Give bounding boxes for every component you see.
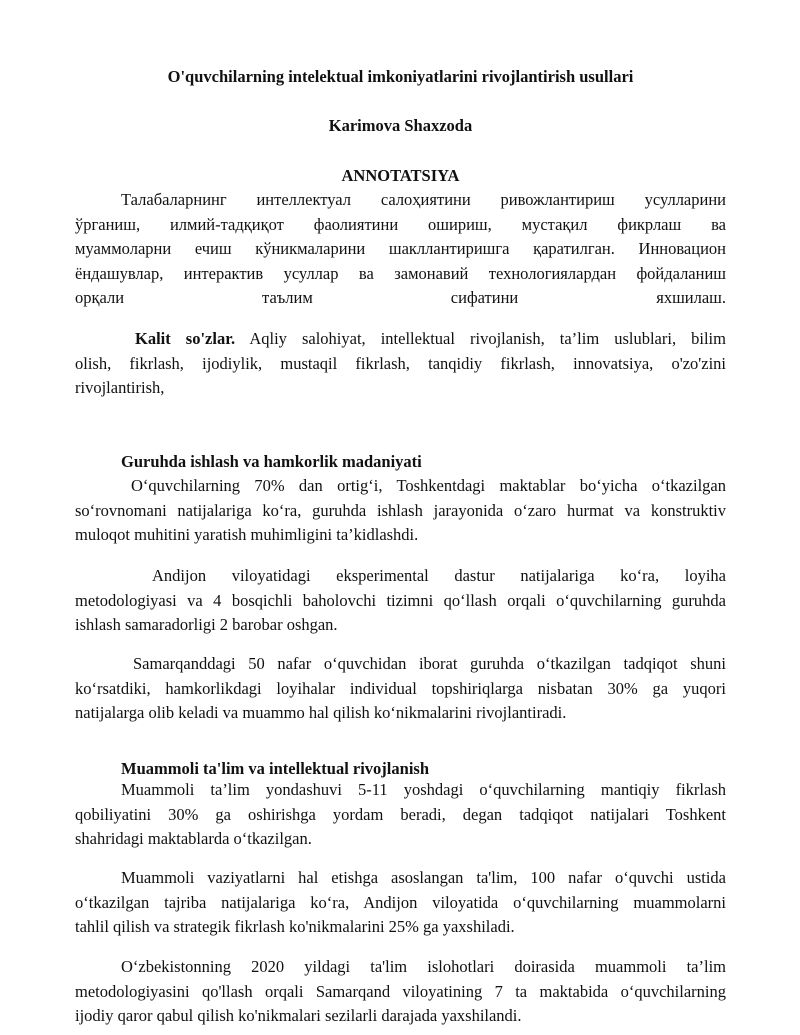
paragraph-line: O‘zbekistonning 2020 yildagi ta'lim islohotlari doirasida muammoli ta’lim [121,957,726,976]
paragraph-line: O‘quvchilarning 70% dan ortig‘i, Toshkentdagi maktablar bo‘yicha o‘tkazilgan [131,476,726,495]
paragraph-line: metodologiyasi va 4 bosqichli baholovchi tizimni qo‘llash orqali o‘quvchilarning guruhda [75,590,726,610]
document-title: O'quvchilarning intelektual imkoniyatlarini rivojlantirish usullari [167,67,634,86]
section2-paragraph-3 [75,955,726,1029]
section2-paragraph-1 [75,778,726,852]
section2-paragraph-2 [75,866,726,940]
section1-paragraph-1 [75,474,726,548]
paragraph-line: natijalarga olib keladi va muammo hal qilish ko‘nikmalarini rivojlantiradi. [75,703,567,722]
annotation-line: ёндашувлар, интерактив усуллар ва замонавий технологиялардан фойдаланиш [75,263,726,283]
paragraph-line: Muammoli vaziyatlarni hal etishga asoslangan ta'lim, 100 nafar o‘quvchi ustida [121,868,726,887]
keywords-line: olish, fikrlash, ijodiylik, mustaqil fikrlash, tanqidiy fikrlash, innovatsiya, o'zo'zini [75,353,726,373]
paragraph-line: qobiliyatini 30% ga oshirishga yordam beradi, degan tadqiqot natijalari Toshkent [75,804,726,824]
paragraph-line: ko‘rsatdiki, hamkorlikdagi loyihalar individual topshiriqlarga nisbatan 30% ga yuqori [75,678,726,698]
paragraph-line: ishlash samaradorligi 2 barobar oshgan. [75,615,338,634]
annotation-paragraph [75,188,726,311]
paragraph-line: shahridagi maktablarda o‘tkazilgan. [75,829,312,848]
paragraph-line: Andijon viloyatidagi eksperimental dastur natijalariga ko‘ra, loyiha [152,566,726,585]
annotation-line: Талабаларнинг интеллектуал салоҳиятини ривожлантириш усулларини [121,190,726,209]
annotation-line: орқали таълим сифатини яхшилаш. [75,288,726,307]
keywords-first-line [75,327,726,352]
paragraph-line: ijodiy qaror qabul qilish ko'nikmalari sezilarli darajada yaxshilandi. [75,1006,522,1025]
annotation-heading: ANNOTATSIYA [341,166,460,185]
paragraph-line: muloqot muhitini yaratish muhimligini ta’kidlashdi. [75,525,419,544]
author-name: Karimova Shaxzoda [328,116,473,135]
annotation-line: ўрганиш, илмий-тадқиқот фаолиятини ошириш, мустақил фикрлаш ва [75,214,726,234]
annotation-line: муаммоларни ечиш кўникмаларини шакллантиришга қаратилган. Инновацион [75,239,726,258]
section-heading: Guruhda ishlash va hamkorlik madaniyati [121,452,422,471]
section-heading: Muammoli ta'lim va intellektual rivojlanish [121,759,429,778]
keywords-text: Aqliy salohiyat, intellektual rivojlanish, ta’lim uslublari, bilim [249,329,726,348]
paragraph-line: Muammoli ta’lim yondashuvi 5-11 yoshdagi o‘quvchilarning mantiqiy fikrlash [121,780,726,799]
paragraph-line: metodologiyasini qo'llash orqali Samarqand viloyatining 7 ta maktabida o‘quvchilarning [75,981,726,1001]
paragraph-line: so‘rovnomani natijalariga ko‘ra, guruhda ishlash jarayonida o‘zaro hurmat va konstruktiv [75,500,726,520]
paragraph-line: Samarqanddagi 50 nafar o‘quvchidan iborat guruhda o‘tkazilgan tadqiqot shuni [133,654,726,673]
paragraph-line: o‘tkazilgan tajriba natijalariga ko‘ra, Andijon viloyatida o‘quvchilarning muammolarni [75,892,726,912]
paragraph-line: tahlil qilish va strategik fikrlash ko'nikmalarini 25% ga yaxshiladi. [75,917,515,936]
section1-paragraph-2 [75,564,726,638]
section1-paragraph-3 [75,652,726,726]
keywords-label: Kalit so'zlar. [135,329,236,348]
keywords-paragraph [75,327,726,401]
keywords-line: rivojlantirish, [75,378,165,397]
